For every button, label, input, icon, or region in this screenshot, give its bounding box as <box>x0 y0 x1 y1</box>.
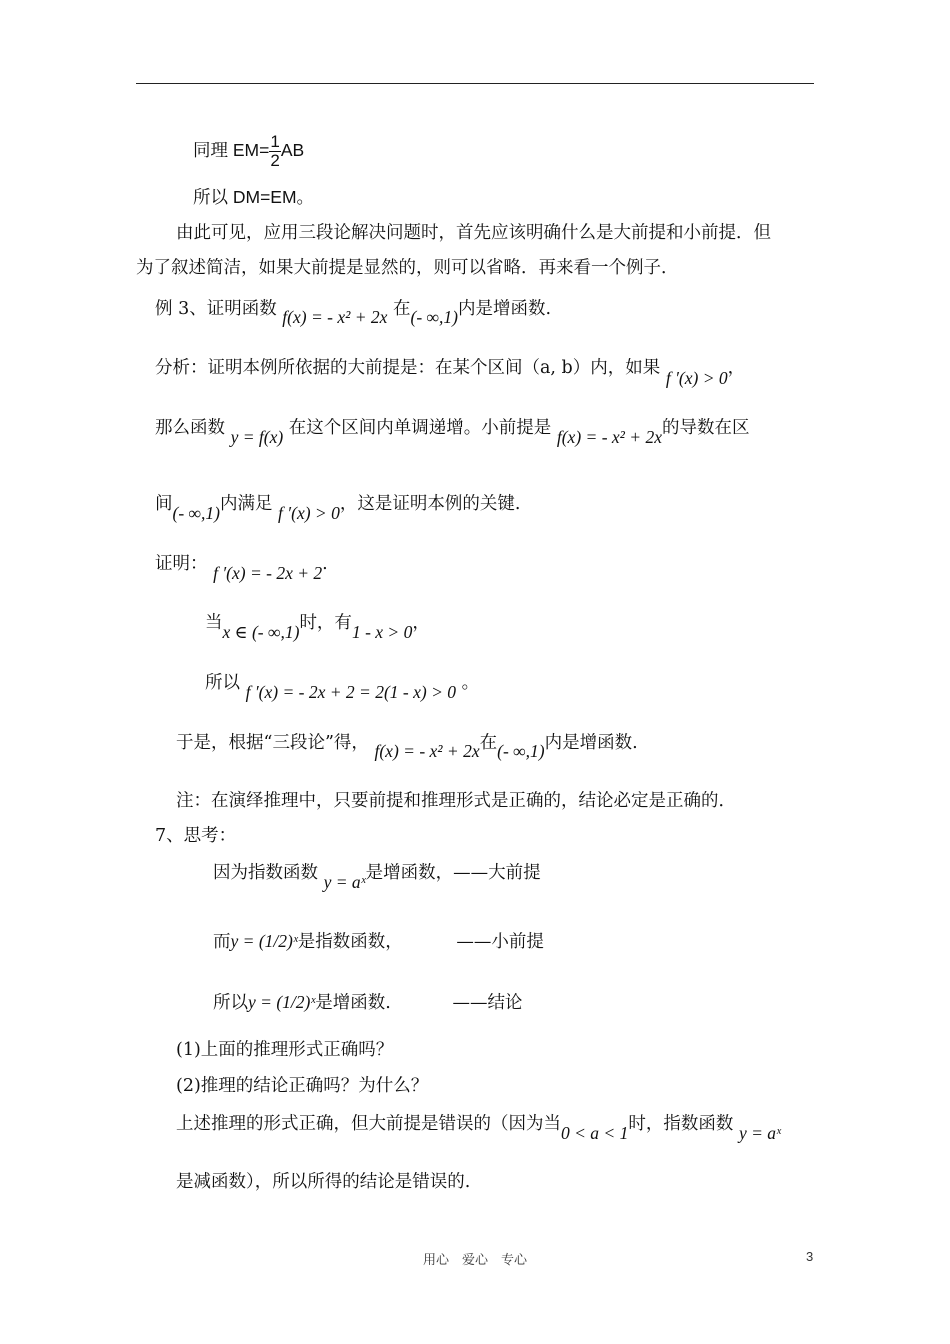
question-1: (1)上面的推理形式正确吗？ <box>176 1040 394 1060</box>
think-s2: 而y = (1/2)ˣ是指数函数， ——小前提 <box>213 931 544 952</box>
page-number: 3 <box>806 1249 814 1264</box>
answer-line2: 是减函数），所以所得的结论是错误的. <box>176 1172 471 1192</box>
em-prefix: 同理 EM= <box>193 140 270 160</box>
analysis-line3: 间(- ∞,1)内满足 f ′(x) > 0，这是证明本例的关键. <box>155 494 521 523</box>
proof-conclusion: 于是，根据“三段论”得， f(x) = - x² + 2x在(- ∞,1)内是增函数. <box>176 733 638 761</box>
example-3: 例 3、证明函数 f(x) = - x² + 2x 在(- ∞,1)内是增函数. <box>155 299 552 327</box>
analysis-line2: 那么函数 y = f(x) 在这个区间内单调递增。小前提是 f(x) = - x² + 2x的导数在区 <box>155 418 750 447</box>
think-label: 7、思考： <box>155 826 237 846</box>
think-s3: 所以y = (1/2)ˣ是增函数. ——结论 <box>213 992 523 1013</box>
para1-line2: 为了叙述简洁，如果大前提是显然的，则可以省略．再来看一个例子． <box>136 258 679 278</box>
footer-text: 用心 爱心 专心 <box>422 1253 527 1268</box>
line-dm-em: 所以 DM=EM。 <box>193 187 315 207</box>
answer-line1: 上述推理的形式正确，但大前提是错误的（因为当0 < a < 1时，指数函数 y = aˣ <box>176 1114 781 1143</box>
question-2: (2)推理的结论正确吗？为什么？ <box>176 1076 429 1096</box>
line-em <box>193 133 304 170</box>
think-s1: 因为指数函数 y = aˣ是增函数，——大前提 <box>213 863 541 892</box>
header-rule <box>136 83 814 84</box>
example-func: f(x) = - x² + 2x <box>282 307 388 327</box>
para1-line1: 由此可见，应用三段论解决问题时，首先应该明确什么是大前提和小前提．但 <box>176 223 771 243</box>
fraction-half: $\frac{1}{2}$ <box>270 132 280 170</box>
em-suffix: AB <box>280 140 305 160</box>
note: 注：在演绎推理中，只要前提和推理形式是正确的，结论必定是正确的． <box>176 791 736 811</box>
proof-line2: 当x ∈ (- ∞,1)时，有1 - x > 0， <box>205 613 430 642</box>
proof-line1: 证明： f ′(x) = - 2x + 2. <box>155 554 328 583</box>
proof-line3: 所以 f ′(x) = - 2x + 2 = 2(1 - x) > 0 。 <box>205 673 480 702</box>
analysis-line1: 分析：证明本例所依据的大前提是：在某个区间（a, b）内，如果 f ′(x) > 0， <box>155 358 746 388</box>
